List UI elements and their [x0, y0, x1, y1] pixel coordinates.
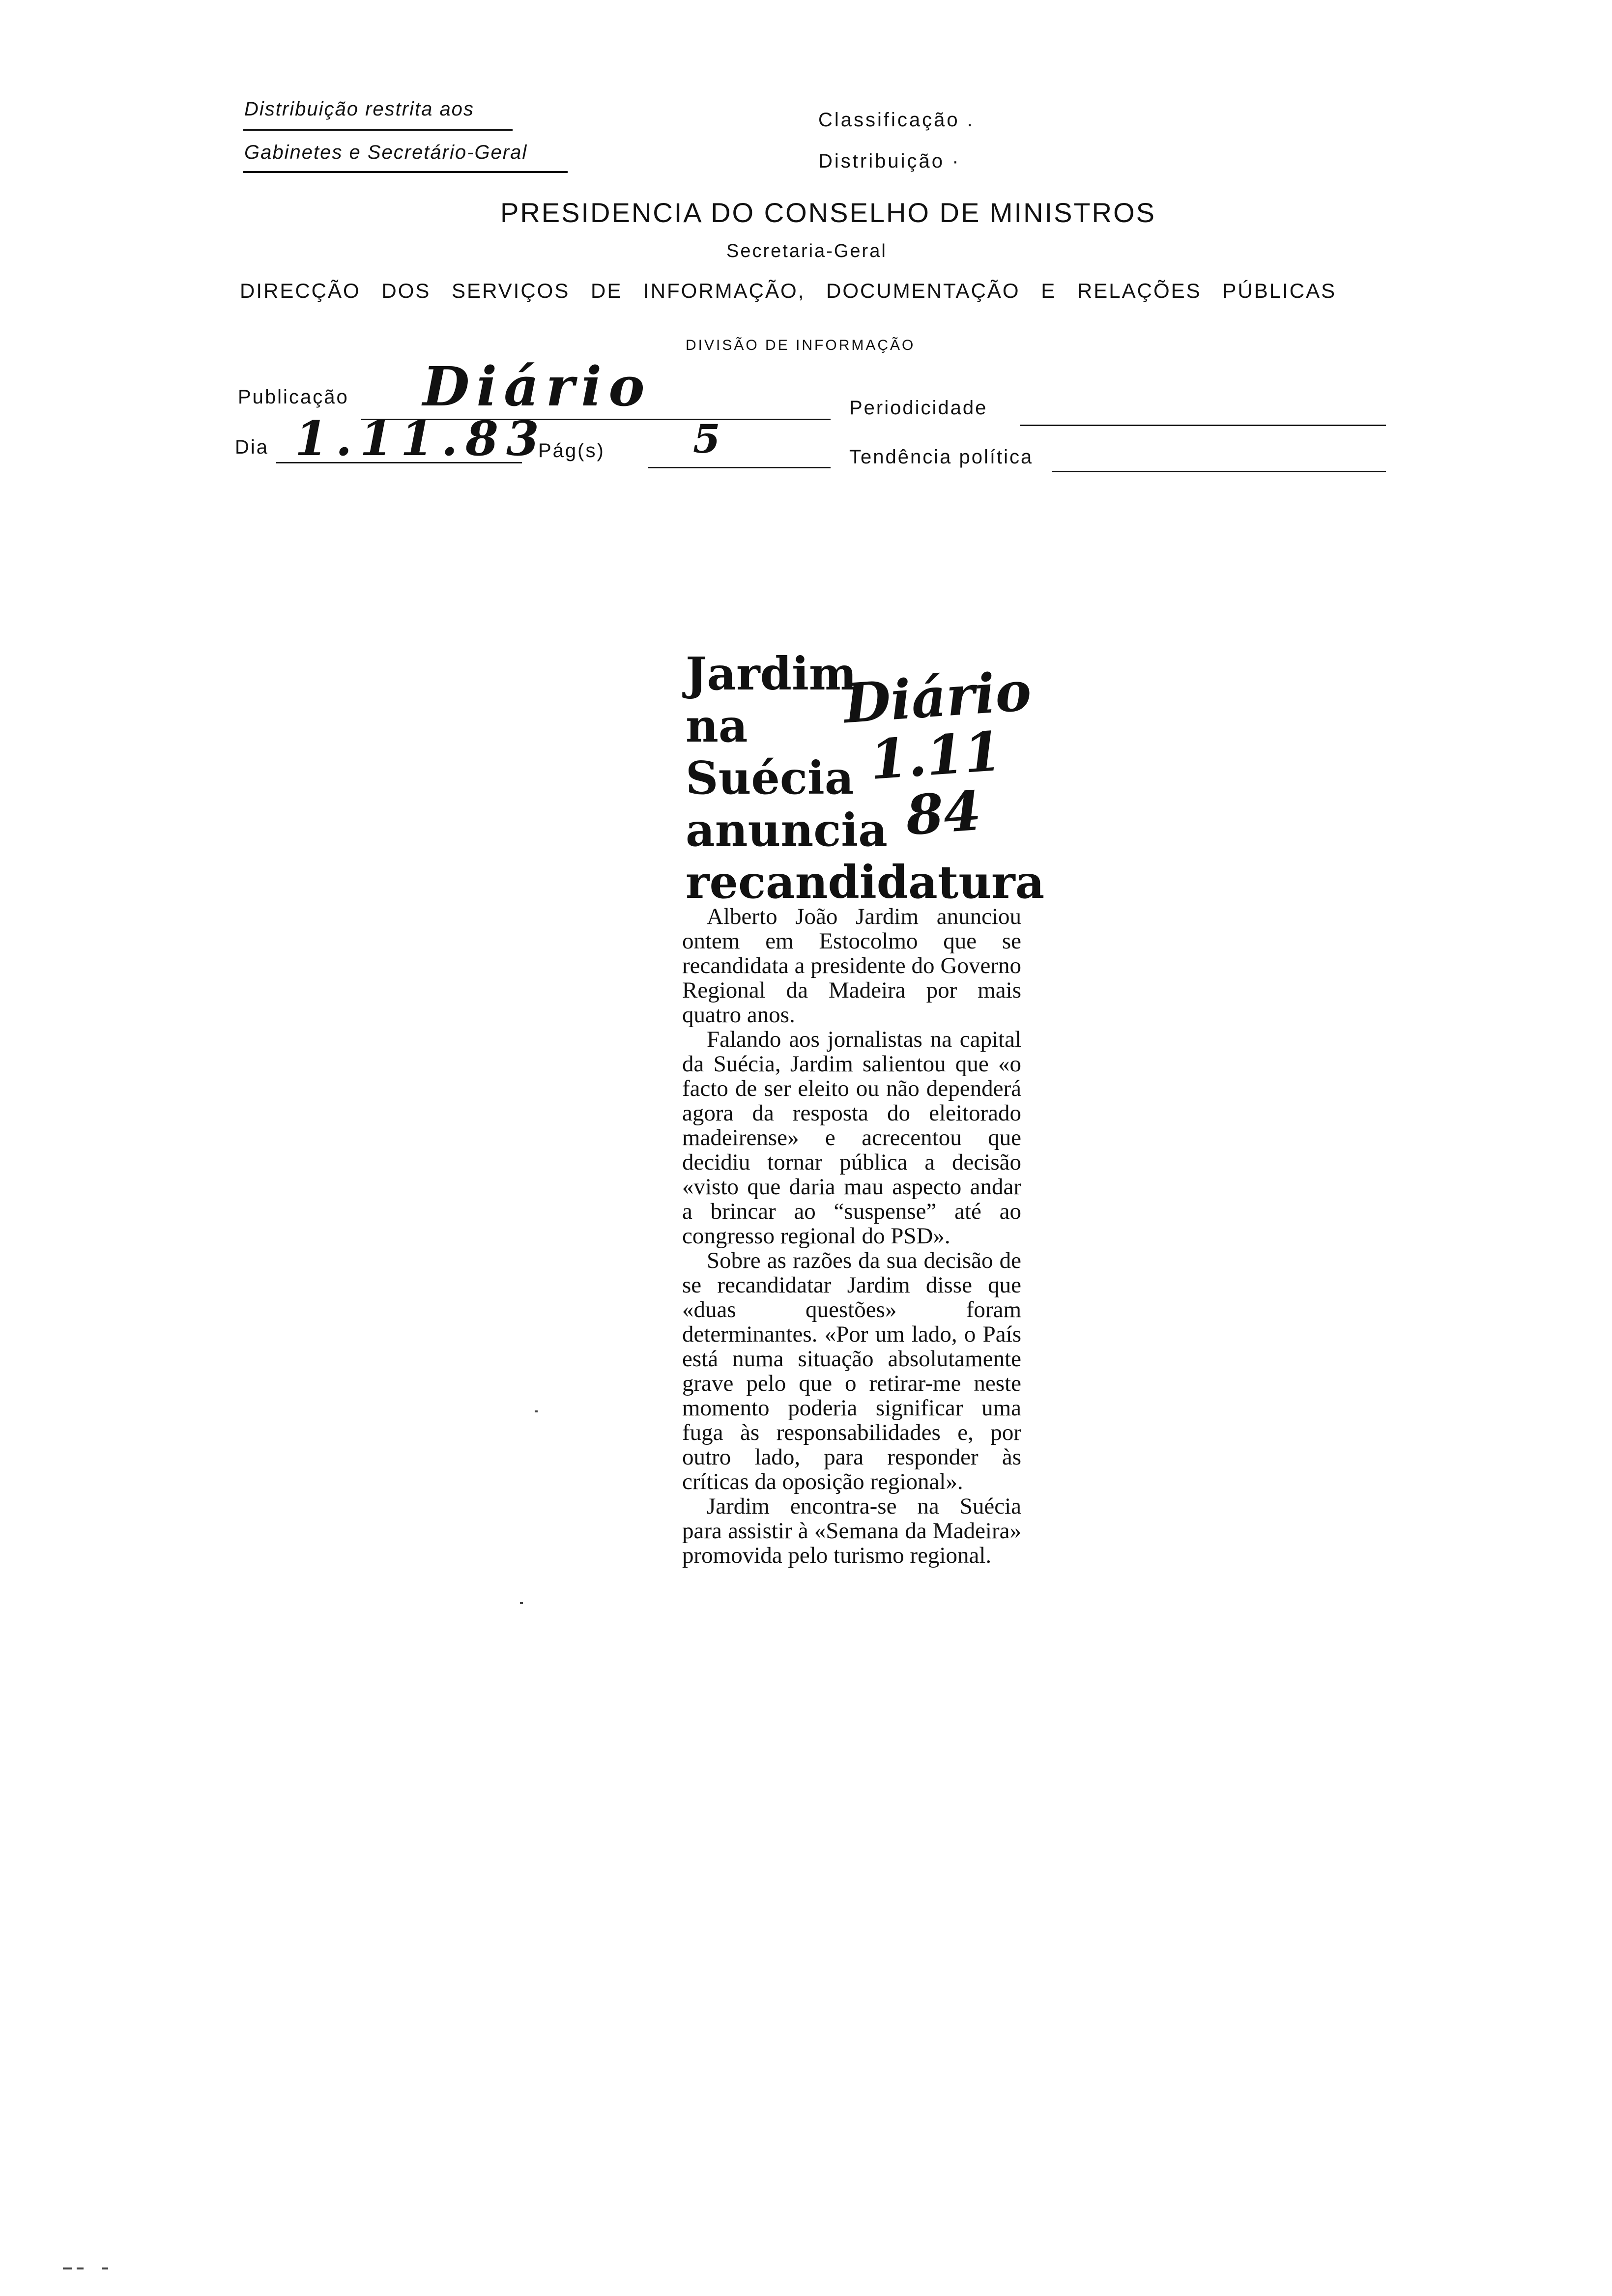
handwritten-note-line3: 84: [903, 778, 983, 848]
scan-mark: [77, 2267, 84, 2269]
tendencia-line: [1052, 471, 1386, 472]
headline-line-3: Suécia: [686, 751, 854, 804]
scan-mark: [520, 1602, 523, 1604]
headline-line-5: recandidatura: [686, 856, 1045, 909]
handwritten-note: [841, 659, 1041, 849]
distribution-underline-1: [243, 129, 513, 131]
publicacao-label: Publicação: [238, 386, 349, 408]
direccao-label: DIRECÇÃO DOS SERVIÇOS DE INFORMAÇÃO, DOCUMENTAÇÃO E RELAÇÕES PÚBLICAS: [240, 279, 1337, 302]
periodicidade-label: Periodicidade: [849, 397, 988, 419]
tendencia-label: Tendência política: [849, 446, 1034, 468]
article-paragraph: Sobre as razões da sua decisão de se recandidatar Jardim disse que «duas questões» foram determinantes. «Por um lado, o País está numa situação absolutamente grave pelo que o retirar-me neste momento poderia significar uma fuga às responsabilidades e, por outro lado, para responder às críticas da oposição regional».: [682, 1248, 1021, 1494]
divisao-label: DIVISÃO DE INFORMAÇÃO: [686, 337, 916, 353]
dia-label: Dia: [235, 436, 269, 458]
pags-value: 5: [693, 416, 720, 462]
dia-value: 1.11.83: [295, 411, 547, 466]
article-paragraph: Jardim encontra-se na Suécia para assistir à «Semana da Madeira» promovida pelo turismo regional.: [682, 1493, 1021, 1568]
pags-line: [648, 467, 831, 468]
periodicidade-line: [1020, 425, 1386, 426]
headline-line-4: anuncia: [686, 804, 888, 857]
distribution-note-line2: Gabinetes e Secretário-Geral: [244, 142, 528, 163]
article-paragraph: Falando aos jornalistas na capital da Suécia, Jardim salientou que «o facto de ser eleito ou não dependerá agora da resposta do eleitorado madeirense» e acrecentou que decidiu tornar pública a decisão «visto que daria mau aspecto andar a brincar ao “suspense” até ao congresso regional do PSD».: [682, 1027, 1021, 1249]
article-paragraph: Alberto João Jardim anunciou ontem em Estocolmo que se recandidata a presidente do Governo Regional da Madeira por mais quatro anos.: [682, 904, 1021, 1028]
classificacao-label: Classificação .: [818, 109, 975, 131]
scan-mark: [535, 1410, 538, 1412]
headline-line-2: na: [686, 699, 748, 752]
secretaria-label: Secretaria-Geral: [726, 241, 887, 261]
handwritten-note-line2: 1.11: [867, 719, 1004, 792]
scan-mark: [102, 2267, 108, 2269]
distribuicao-label: Distribuição ·: [818, 150, 961, 172]
headline-line-1: Jardim: [686, 647, 857, 700]
page-title: PRESIDENCIA DO CONSELHO DE MINISTROS: [500, 197, 1156, 228]
scan-mark: [63, 2267, 72, 2269]
distribution-note-line1: Distribuição restrita aos: [244, 98, 474, 120]
publicacao-value: Diário: [423, 355, 652, 418]
distribution-underline-2: [243, 171, 568, 173]
handwritten-note-line1: Diário: [841, 659, 1034, 736]
article-body: [682, 904, 1021, 1568]
pags-label: Pág(s): [538, 440, 605, 461]
